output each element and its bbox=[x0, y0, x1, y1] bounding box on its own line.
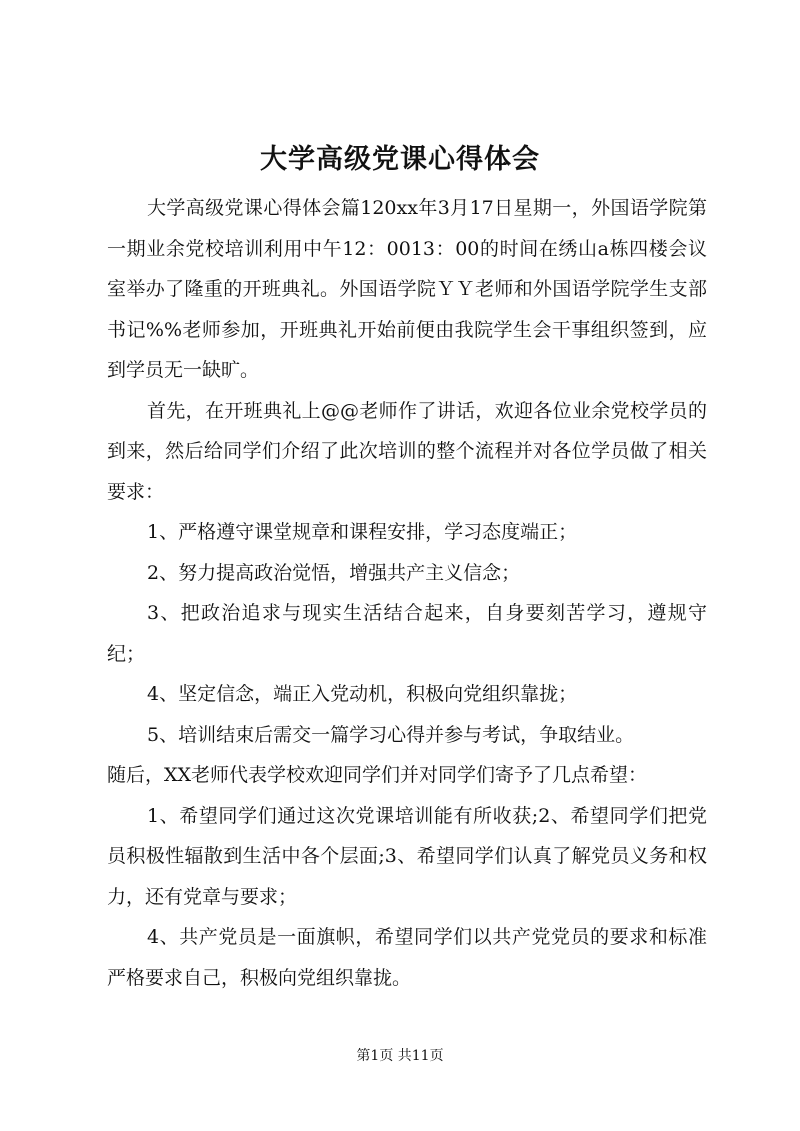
paragraph-speech: 首先，在开班典礼上@@老师作了讲话，欢迎各位业余党校学员的到来，然后给同学们介绍了此次培训的整个流程并对各位学员做了相关要求： bbox=[107, 399, 707, 503]
page-title: 大学高级党课心得体会 bbox=[260, 144, 540, 175]
hope-items-1-3: 1、希望同学们通过这次党课培训能有所收获;2、希望同学们把党员积极性辐散到生活中各个层面;3、希望同学们认真了解党员义务和权力，还有党章与要求； bbox=[107, 804, 707, 908]
requirement-item-4: 4、坚定信念，端正入党动机，积极向党组织靠拢； bbox=[147, 683, 578, 705]
paragraph-intro: 大学高级党课心得体会篇120xx年3月17日星期一，外国语学院第一期业余党校培训利用中午12：0013：00的时间在绣山a栋四楼会议室举办了隆重的开班典礼。外国语学院ＹＹ老师和外国语学院学生支部书记%%老师参加，开班典礼开始前便由我院学生会干事组织签到，应到学员无一缺旷。 bbox=[107, 197, 707, 381]
hope-item-4: 4、共产党员是一面旗帜，希望同学们以共产党党员的要求和标准严格要求自己，积极向党组织靠拢。 bbox=[107, 926, 707, 989]
requirement-item-2: 2、努力提高政治觉悟，增强共产主义信念； bbox=[147, 561, 521, 584]
requirement-item-5: 5、培训结束后需交一篇学习心得并参与考试，争取结业。 bbox=[147, 723, 635, 746]
paragraph-hopes-intro: 随后，XX老师代表学校欢迎同学们并对同学们寄予了几点希望： bbox=[107, 764, 648, 786]
document-body bbox=[107, 188, 707, 998]
page-footer: 第1页 共11页 bbox=[356, 1048, 444, 1064]
requirement-item-1: 1、严格遵守课堂规章和课程安排，学习态度端正； bbox=[147, 521, 578, 543]
requirement-item-3: 3、把政治追求与现实生活结合起来，自身要刻苦学习，遵规守纪； bbox=[107, 602, 707, 665]
